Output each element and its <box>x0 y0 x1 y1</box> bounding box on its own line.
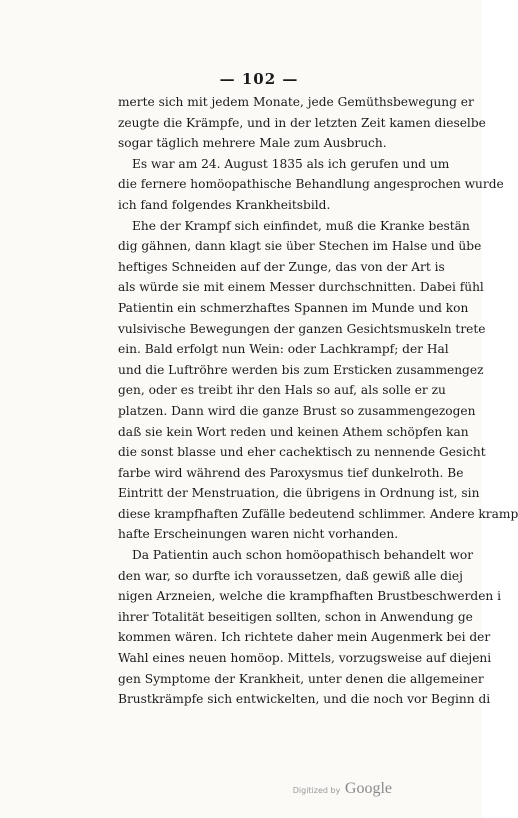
text-line: die sonst blasse und eher cachektisch zu nennende Gesicht <box>118 445 486 460</box>
digitization-watermark <box>293 780 392 798</box>
text-line: sogar täglich mehrere Male zum Ausbruch. <box>118 136 387 151</box>
text-line: hafte Erscheinungen waren nicht vorhanden. <box>118 527 399 542</box>
text-line: und die Luftröhre werden bis zum Ersticken zusammengez <box>118 362 484 377</box>
text-line: Patientin ein schmerzhaftes Spannen im Munde und kon <box>118 300 469 315</box>
text-line: zeugte die Krämpfe, und in der letzten Zeit kamen dieselbe <box>118 115 486 130</box>
text-line: farbe wird während des Paroxysmus tief dunkelroth. Be <box>118 465 464 480</box>
text-line: ein. Bald erfolgt nun Wein: oder Lachkrampf; der Hal <box>118 342 449 357</box>
text-line: die fernere homöopathische Behandlung angesprochen wurde <box>118 177 504 192</box>
text-line: Wahl eines neuen homöop. Mittels, vorzugsweise auf diejeni <box>118 651 492 666</box>
text-line: gen, oder es treibt ihr den Hals so auf, als solle er zu <box>118 383 446 398</box>
text-line: ich fand folgendes Krankheitsbild. <box>118 197 331 212</box>
google-logo-text: Google <box>344 780 392 797</box>
text-line: platzen. Dann wird die ganze Brust so zusammengezogen <box>118 403 476 418</box>
text-line: Ehe der Krampf sich einfindet, muß die Kranke bestän <box>132 218 470 233</box>
text-line: ihrer Totalität beseitigen sollten, schon in Anwendung ge <box>118 609 473 624</box>
text-line: diese krampfhaften Zufälle bedeutend schlimmer. Andere kramp <box>118 506 518 521</box>
body-text <box>118 92 518 710</box>
page-header <box>0 70 482 88</box>
text-line: Es war am 24. August 1835 als ich gerufen und um <box>132 156 450 171</box>
text-line: merte sich mit jedem Monate, jede Gemüthsbewegung er <box>118 95 474 109</box>
text-line: gen Symptome der Krankheit, unter denen die allgemeiner <box>118 671 484 686</box>
text-line: nigen Arzneien, welche die krampfhaften Brustbeschwerden i <box>118 589 502 604</box>
text-line: kommen wären. Ich richtete daher mein Augenmerk bei der <box>118 630 491 645</box>
text-line: Da Patientin auch schon homöopathisch behandelt wor <box>132 548 474 563</box>
text-line: dig gähnen, dann klagt sie über Stechen im Halse und übe <box>118 239 482 254</box>
text-line: heftiges Schneiden auf der Zunge, das von der Art is <box>118 259 445 274</box>
text-line: als würde sie mit einem Messer durchschnitten. Dabei fühl <box>118 280 484 295</box>
text-line: Eintritt der Menstruation, die übrigens in Ordnung ist, sin <box>118 486 480 501</box>
text-line: Brustkrämpfe sich entwickelten, und die noch vor Beginn di <box>118 692 491 707</box>
text-line: vulsivische Bewegungen der ganzen Gesichtsmuskeln trete <box>118 321 486 336</box>
page-number: — 102 — <box>219 70 299 88</box>
text-line: daß sie kein Wort reden und keinen Athem schöpfen kan <box>118 424 469 439</box>
digitized-by-label: Digitized by <box>292 786 341 795</box>
text-line: den war, so durfte ich voraussetzen, daß gewiß alle diej <box>118 568 463 583</box>
